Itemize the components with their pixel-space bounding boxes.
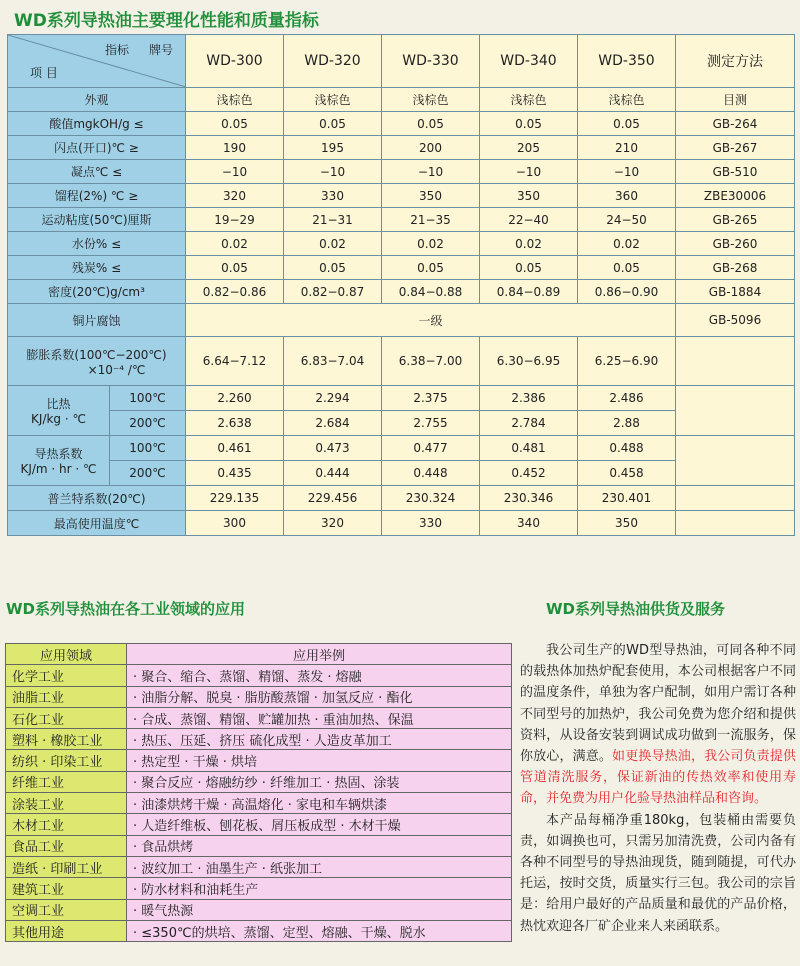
spec-row: [8, 112, 795, 136]
method-header: 测定方法: [676, 35, 795, 88]
application-example: · 热定型 · 干燥 · 烘培: [127, 750, 512, 771]
conductivity-row: [8, 436, 795, 461]
application-field: 纺织 · 印染工业: [6, 750, 127, 771]
application-example: · 合成、蒸馏、精馏、贮罐加热 · 重油加热、保温: [127, 707, 512, 728]
spec-value: 0.452: [480, 461, 578, 486]
spec-value: 0.02: [382, 232, 480, 256]
applications-row: [6, 856, 512, 877]
spec-corner-header: [8, 35, 186, 88]
spec-value: 22−40: [480, 208, 578, 232]
spec-value: 2.638: [186, 411, 284, 436]
spec-value: 2.486: [578, 386, 676, 411]
service-text-highlight: 如更换导热油，我公司负责提供管道清洗服务，保证新油的传热效率和使用寿命，并免费为用户化验导热油样品和咨询。: [520, 749, 796, 807]
spec-method: GB-5096: [676, 304, 795, 337]
applications-row: [6, 665, 512, 686]
specific_heat-label: [8, 386, 110, 436]
spec-method: GB-267: [676, 136, 795, 160]
spec-method-empty: [676, 337, 795, 386]
applications-header-field: 应用领域: [6, 644, 127, 665]
application-example: · ≤350℃的烘培、蒸馏、定型、熔融、干燥、脱水: [127, 920, 512, 941]
spec-method: GB-1884: [676, 280, 795, 304]
spec-value: 210: [578, 136, 676, 160]
spec-value: 24−50: [578, 208, 676, 232]
spec-value: 0.05: [382, 256, 480, 280]
spec-value: 0.84−0.88: [382, 280, 480, 304]
service-paragraph-1: [520, 640, 796, 810]
application-example: · 聚合、缩合、蒸馏、精馏、蒸发 · 熔融: [127, 665, 512, 686]
spec-row: [8, 160, 795, 184]
spec-value: 0.82−0.86: [186, 280, 284, 304]
prandtl-row: [8, 486, 795, 511]
applications-title: WD系列导热油在各工业领域的应用: [6, 600, 245, 618]
spec-value: 2.755: [382, 411, 480, 436]
application-field: 油脂工业: [6, 686, 127, 707]
spec-value: 0.05: [578, 112, 676, 136]
application-field: 其他用途: [6, 920, 127, 941]
spec-value: 0.481: [480, 436, 578, 461]
application-field: 空调工业: [6, 899, 127, 920]
expansion-label-line1: 膨胀系数(100℃−200℃): [26, 347, 167, 362]
spec-header-row: [8, 35, 795, 88]
application-field: 纤维工业: [6, 771, 127, 792]
spec-value: 2.784: [480, 411, 578, 436]
spec-row: [8, 232, 795, 256]
spec-value: −10: [186, 160, 284, 184]
spec-value: 0.05: [186, 256, 284, 280]
spec-method: GB-510: [676, 160, 795, 184]
spec-row-label: 残炭% ≤: [8, 256, 186, 280]
spec-method: GB-260: [676, 232, 795, 256]
spec-row: [8, 280, 795, 304]
spec-value: 230.346: [480, 486, 578, 511]
temp-label: 200℃: [110, 411, 186, 436]
spec-value: 浅棕色: [382, 88, 480, 112]
service-text-black: 我公司生产的WD型导热油，可同各种不同的载热体加热炉配套使用，本公司根据客户不同的温度条件，单独为客户配制，如用户需订各种不同型号的加热炉，我公司免费为您介绍和提供资料，从设备安装到调试成功做到一流服务，保你放心，满意。: [520, 643, 796, 765]
spec-value: 0.05: [284, 256, 382, 280]
spec-value: 21−31: [284, 208, 382, 232]
spec-table: [7, 34, 795, 536]
copper-value: 一级: [186, 304, 676, 337]
spec-value: 0.435: [186, 461, 284, 486]
spec-value: 0.05: [480, 112, 578, 136]
application-field: 涂装工业: [6, 793, 127, 814]
spec-row-label: 外观: [8, 88, 186, 112]
spec-method: 目测: [676, 88, 795, 112]
spec-value: 浅棕色: [186, 88, 284, 112]
spec-value: 0.02: [186, 232, 284, 256]
spec-row-label: 馏程(2%) ℃ ≥: [8, 184, 186, 208]
applications-header-row: [6, 644, 512, 665]
spec-value: 0.86−0.90: [578, 280, 676, 304]
spec-value: 340: [480, 511, 578, 536]
spec-value: 330: [284, 184, 382, 208]
spec-value: 0.458: [578, 461, 676, 486]
spec-value: 6.64−7.12: [186, 337, 284, 386]
spec-value: 230.324: [382, 486, 480, 511]
spec-method: GB-268: [676, 256, 795, 280]
spec-row-label: 酸值mgkOH/g ≤: [8, 112, 186, 136]
conductivity-label: [8, 436, 110, 486]
applications-row: [6, 771, 512, 792]
spec-method-empty: [676, 511, 795, 536]
spec-value: 0.84−0.89: [480, 280, 578, 304]
spec-value: −10: [480, 160, 578, 184]
spec-value: −10: [578, 160, 676, 184]
applications-row: [6, 707, 512, 728]
spec-value: 21−35: [382, 208, 480, 232]
spec-value: 2.386: [480, 386, 578, 411]
grade-header: WD-350: [578, 35, 676, 88]
application-example: · 防水材料和油耗生产: [127, 878, 512, 899]
applications-row: [6, 814, 512, 835]
spec-value: 0.461: [186, 436, 284, 461]
spec-value: 2.375: [382, 386, 480, 411]
spec-value: 330: [382, 511, 480, 536]
header-item: 项 目: [30, 66, 58, 80]
grade-header: WD-330: [382, 35, 480, 88]
spec-value: 300: [186, 511, 284, 536]
spec-value: 350: [480, 184, 578, 208]
applications-header-example: 应用举例: [127, 644, 512, 665]
spec-row-label: 密度(20℃)g/cm³: [8, 280, 186, 304]
spec-row: [8, 208, 795, 232]
service-paragraph-2: 本产品每桶净重180kg，包装桶由需要负责，如调换也可，只需另加清洗费，公司内备有各种不同型号的导热油现货，随到随提，可代办托运，按时交货，质量实行三包。我公司的宗旨是：给用户最好的产品质量和最优的产品价格，热忱欢迎各厂矿企业来人来函联系。: [520, 812, 796, 934]
spec-row: [8, 88, 795, 112]
application-field: 石化工业: [6, 707, 127, 728]
application-example: · 油脂分解、脱臭 · 脂肪酸蒸馏 · 加氢反应 · 酯化: [127, 686, 512, 707]
spec-method: ZBE30006: [676, 184, 795, 208]
applications-row: [6, 686, 512, 707]
application-example: · 波纹加工 · 油墨生产 · 纸张加工: [127, 856, 512, 877]
application-field: 塑料 · 橡胶工业: [6, 729, 127, 750]
spec-row-label: 凝点℃ ≤: [8, 160, 186, 184]
application-example: · 暖气热源: [127, 899, 512, 920]
applications-row: [6, 729, 512, 750]
application-example: · 食品烘烤: [127, 835, 512, 856]
spec-value: 2.88: [578, 411, 676, 436]
spec-value: 浅棕色: [284, 88, 382, 112]
applications-table: [5, 643, 512, 942]
applications-row: [6, 899, 512, 920]
spec-value: 200: [382, 136, 480, 160]
spec-value: 0.473: [284, 436, 382, 461]
spec-value: 195: [284, 136, 382, 160]
grade-header: WD-300: [186, 35, 284, 88]
application-field: 木材工业: [6, 814, 127, 835]
specific_heat-row: [8, 386, 795, 411]
spec-value: 2.684: [284, 411, 382, 436]
spec-row: [8, 256, 795, 280]
spec-value: 6.30−6.95: [480, 337, 578, 386]
spec-value: 0.05: [480, 256, 578, 280]
temp-label: 100℃: [110, 386, 186, 411]
spec-row-label: 运动粘度(50℃)厘斯: [8, 208, 186, 232]
spec-value: 0.02: [284, 232, 382, 256]
application-field: 化学工业: [6, 665, 127, 686]
header-brand: 牌号: [148, 43, 173, 57]
application-example: · 热压、压延、挤压 硫化成型 · 人造皮革加工: [127, 729, 512, 750]
spec-row-label: 普兰特系数(20℃): [8, 486, 186, 511]
application-field: 造纸 · 印刷工业: [6, 856, 127, 877]
spec-method-empty: [676, 386, 795, 436]
spec-row-expansion: [8, 337, 795, 386]
spec-row-label: 水份% ≤: [8, 232, 186, 256]
spec-value: −10: [284, 160, 382, 184]
grade-header: WD-340: [480, 35, 578, 88]
spec-value: 360: [578, 184, 676, 208]
service-title: WD系列导热油供货及服务: [546, 600, 725, 618]
temp-label: 200℃: [110, 461, 186, 486]
applications-row: [6, 920, 512, 941]
spec-value: 0.477: [382, 436, 480, 461]
spec-value: 6.25−6.90: [578, 337, 676, 386]
spec-value: 0.448: [382, 461, 480, 486]
conductivity-label-line2: KJ/m · hr · ℃: [20, 462, 97, 476]
spec-value: 0.05: [186, 112, 284, 136]
application-example: · 油漆烘烤干燥 · 高温熔化 · 家电和车辆烘漆: [127, 793, 512, 814]
applications-row: [6, 750, 512, 771]
application-field: 食品工业: [6, 835, 127, 856]
spec-row-copper: [8, 304, 795, 337]
spec-value: 230.401: [578, 486, 676, 511]
spec-row-label: 闪点(开口)℃ ≥: [8, 136, 186, 160]
grade-header: WD-320: [284, 35, 382, 88]
applications-row: [6, 835, 512, 856]
application-example: · 人造纤维板、刨花板、屑压板成型 · 木材干燥: [127, 814, 512, 835]
spec-value: 350: [382, 184, 480, 208]
spec-value: 190: [186, 136, 284, 160]
service-text: [520, 640, 796, 937]
spec-value: 19−29: [186, 208, 284, 232]
expansion-label-line2: ×10⁻⁴ /℃: [87, 362, 146, 377]
spec-value: 2.260: [186, 386, 284, 411]
spec-value: 0.05: [284, 112, 382, 136]
spec-value: 0.488: [578, 436, 676, 461]
application-field: 建筑工业: [6, 878, 127, 899]
spec-table-title: WD系列导热油主要理化性能和质量指标: [14, 11, 319, 31]
spec-value: 320: [284, 511, 382, 536]
spec-row: [8, 184, 795, 208]
spec-value: 0.82−0.87: [284, 280, 382, 304]
spec-value: 6.83−7.04: [284, 337, 382, 386]
temp-label: 100℃: [110, 436, 186, 461]
spec-value: 0.05: [382, 112, 480, 136]
spec-value: 320: [186, 184, 284, 208]
spec-value: 0.02: [578, 232, 676, 256]
spec-value: 229.135: [186, 486, 284, 511]
spec-row-label: 最高使用温度℃: [8, 511, 186, 536]
spec-value: 浅棕色: [480, 88, 578, 112]
specific_heat-label-line2: KJ/kg · ℃: [31, 412, 86, 426]
spec-value: 0.02: [480, 232, 578, 256]
spec-row-label: 铜片腐蚀: [8, 304, 186, 337]
header-indicator: 指标: [104, 43, 129, 57]
max_temp-row: [8, 511, 795, 536]
applications-row: [6, 878, 512, 899]
application-example: · 聚合反应 · 熔融纺纱 · 纤维加工 · 热固、涂装: [127, 771, 512, 792]
applications-row: [6, 793, 512, 814]
spec-method-empty: [676, 436, 795, 486]
spec-value: 6.38−7.00: [382, 337, 480, 386]
conductivity-label-line1: 导热系数: [34, 447, 83, 461]
spec-value: 浅棕色: [578, 88, 676, 112]
spec-value: 0.444: [284, 461, 382, 486]
spec-value: −10: [382, 160, 480, 184]
spec-method: GB-264: [676, 112, 795, 136]
spec-value: 229.456: [284, 486, 382, 511]
spec-value: 2.294: [284, 386, 382, 411]
spec-method: GB-265: [676, 208, 795, 232]
spec-method-empty: [676, 486, 795, 511]
expansion-label: [8, 337, 186, 386]
spec-value: 205: [480, 136, 578, 160]
spec-row: [8, 136, 795, 160]
spec-value: 0.05: [578, 256, 676, 280]
spec-value: 350: [578, 511, 676, 536]
specific_heat-label-line1: 比热: [46, 397, 71, 411]
